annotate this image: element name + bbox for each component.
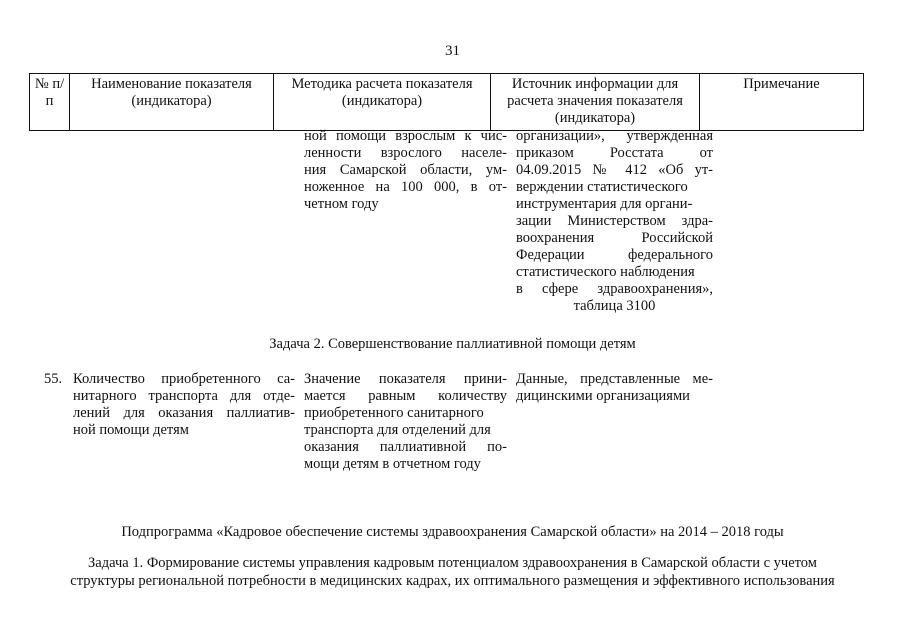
text-line: Данные, представленные ме-	[516, 371, 713, 387]
text-line: мается равным количеству	[304, 388, 507, 404]
text-line: статистического наблюдения	[516, 264, 695, 280]
indicator-table-header	[29, 73, 864, 131]
task1-heading-line-2: структуры региональной потребности в медицинских кадрах, их оптимального размещения и эффективного использования	[70, 573, 835, 589]
text-line: Федерации федерального	[516, 247, 713, 263]
continued-method-cell	[304, 128, 507, 213]
text-line: верждении статистического	[516, 179, 688, 195]
row-number: 55.	[44, 371, 63, 387]
text-line: приказом Росстата от	[516, 145, 713, 161]
text-line: четном году	[304, 196, 379, 212]
text-line: зации Министерством здра-	[516, 213, 713, 229]
task2-heading: Задача 2. Совершенствование паллиативной помощи детям	[269, 336, 636, 352]
text-line: мощи детям в отчетном году	[304, 456, 481, 472]
text-line: оказания паллиативной по-	[304, 439, 507, 455]
text-line: инструментария для органи-	[516, 196, 693, 212]
page-number: 31	[445, 43, 460, 59]
subprogram-heading: Подпрограмма «Кадровое обеспечение системы здравоохранения Самарской области» на 2014 – 2018 годы	[121, 524, 784, 540]
header-note: Примечание	[700, 74, 864, 131]
task1-heading-line-1: Задача 1. Формирование системы управления кадровым потенциалом здравоохранения в Самарской области с учетом	[88, 555, 817, 571]
text-line: 04.09.2015 № 412 «Об ут-	[516, 162, 713, 178]
text-line: воохранения Российской	[516, 230, 713, 246]
header-method: Методика расчета показателя (индикатора)	[274, 74, 491, 131]
text-line: ноженное на 100 000, в от-	[304, 179, 507, 195]
text-line: ленности взрослого населе-	[304, 145, 507, 161]
text-line: ния Самарской области, ум-	[304, 162, 507, 178]
header-source: Источник информации для расчета значения показателя (индикатора)	[491, 74, 700, 131]
header-number: № п/п	[30, 74, 70, 131]
text-line: транспорта для отделений для	[304, 422, 491, 438]
text-line: Значение показателя прини-	[304, 371, 507, 387]
text-line: организации», утвержденная	[516, 128, 713, 144]
text-line: Количество приобретенного са-	[73, 371, 295, 387]
row55-source-cell	[516, 371, 713, 405]
row55-name-cell	[73, 371, 295, 439]
text-line: ной помощи детям	[73, 422, 189, 438]
text-line: таблица 3100	[573, 298, 656, 314]
continued-source-cell	[516, 128, 713, 315]
text-line: лений для оказания паллиатив-	[73, 405, 295, 421]
header-indicator-name: Наименование показателя (индикатора)	[70, 74, 274, 131]
text-line: нитарного транспорта для отде-	[73, 388, 295, 404]
text-line: ной помощи взрослым к чис-	[304, 128, 507, 144]
text-line: дицинскими организациями	[516, 388, 690, 404]
text-line: приобретенного санитарного	[304, 405, 484, 421]
text-line: в сфере здравоохранения»,	[516, 281, 713, 297]
row55-method-cell	[304, 371, 507, 473]
